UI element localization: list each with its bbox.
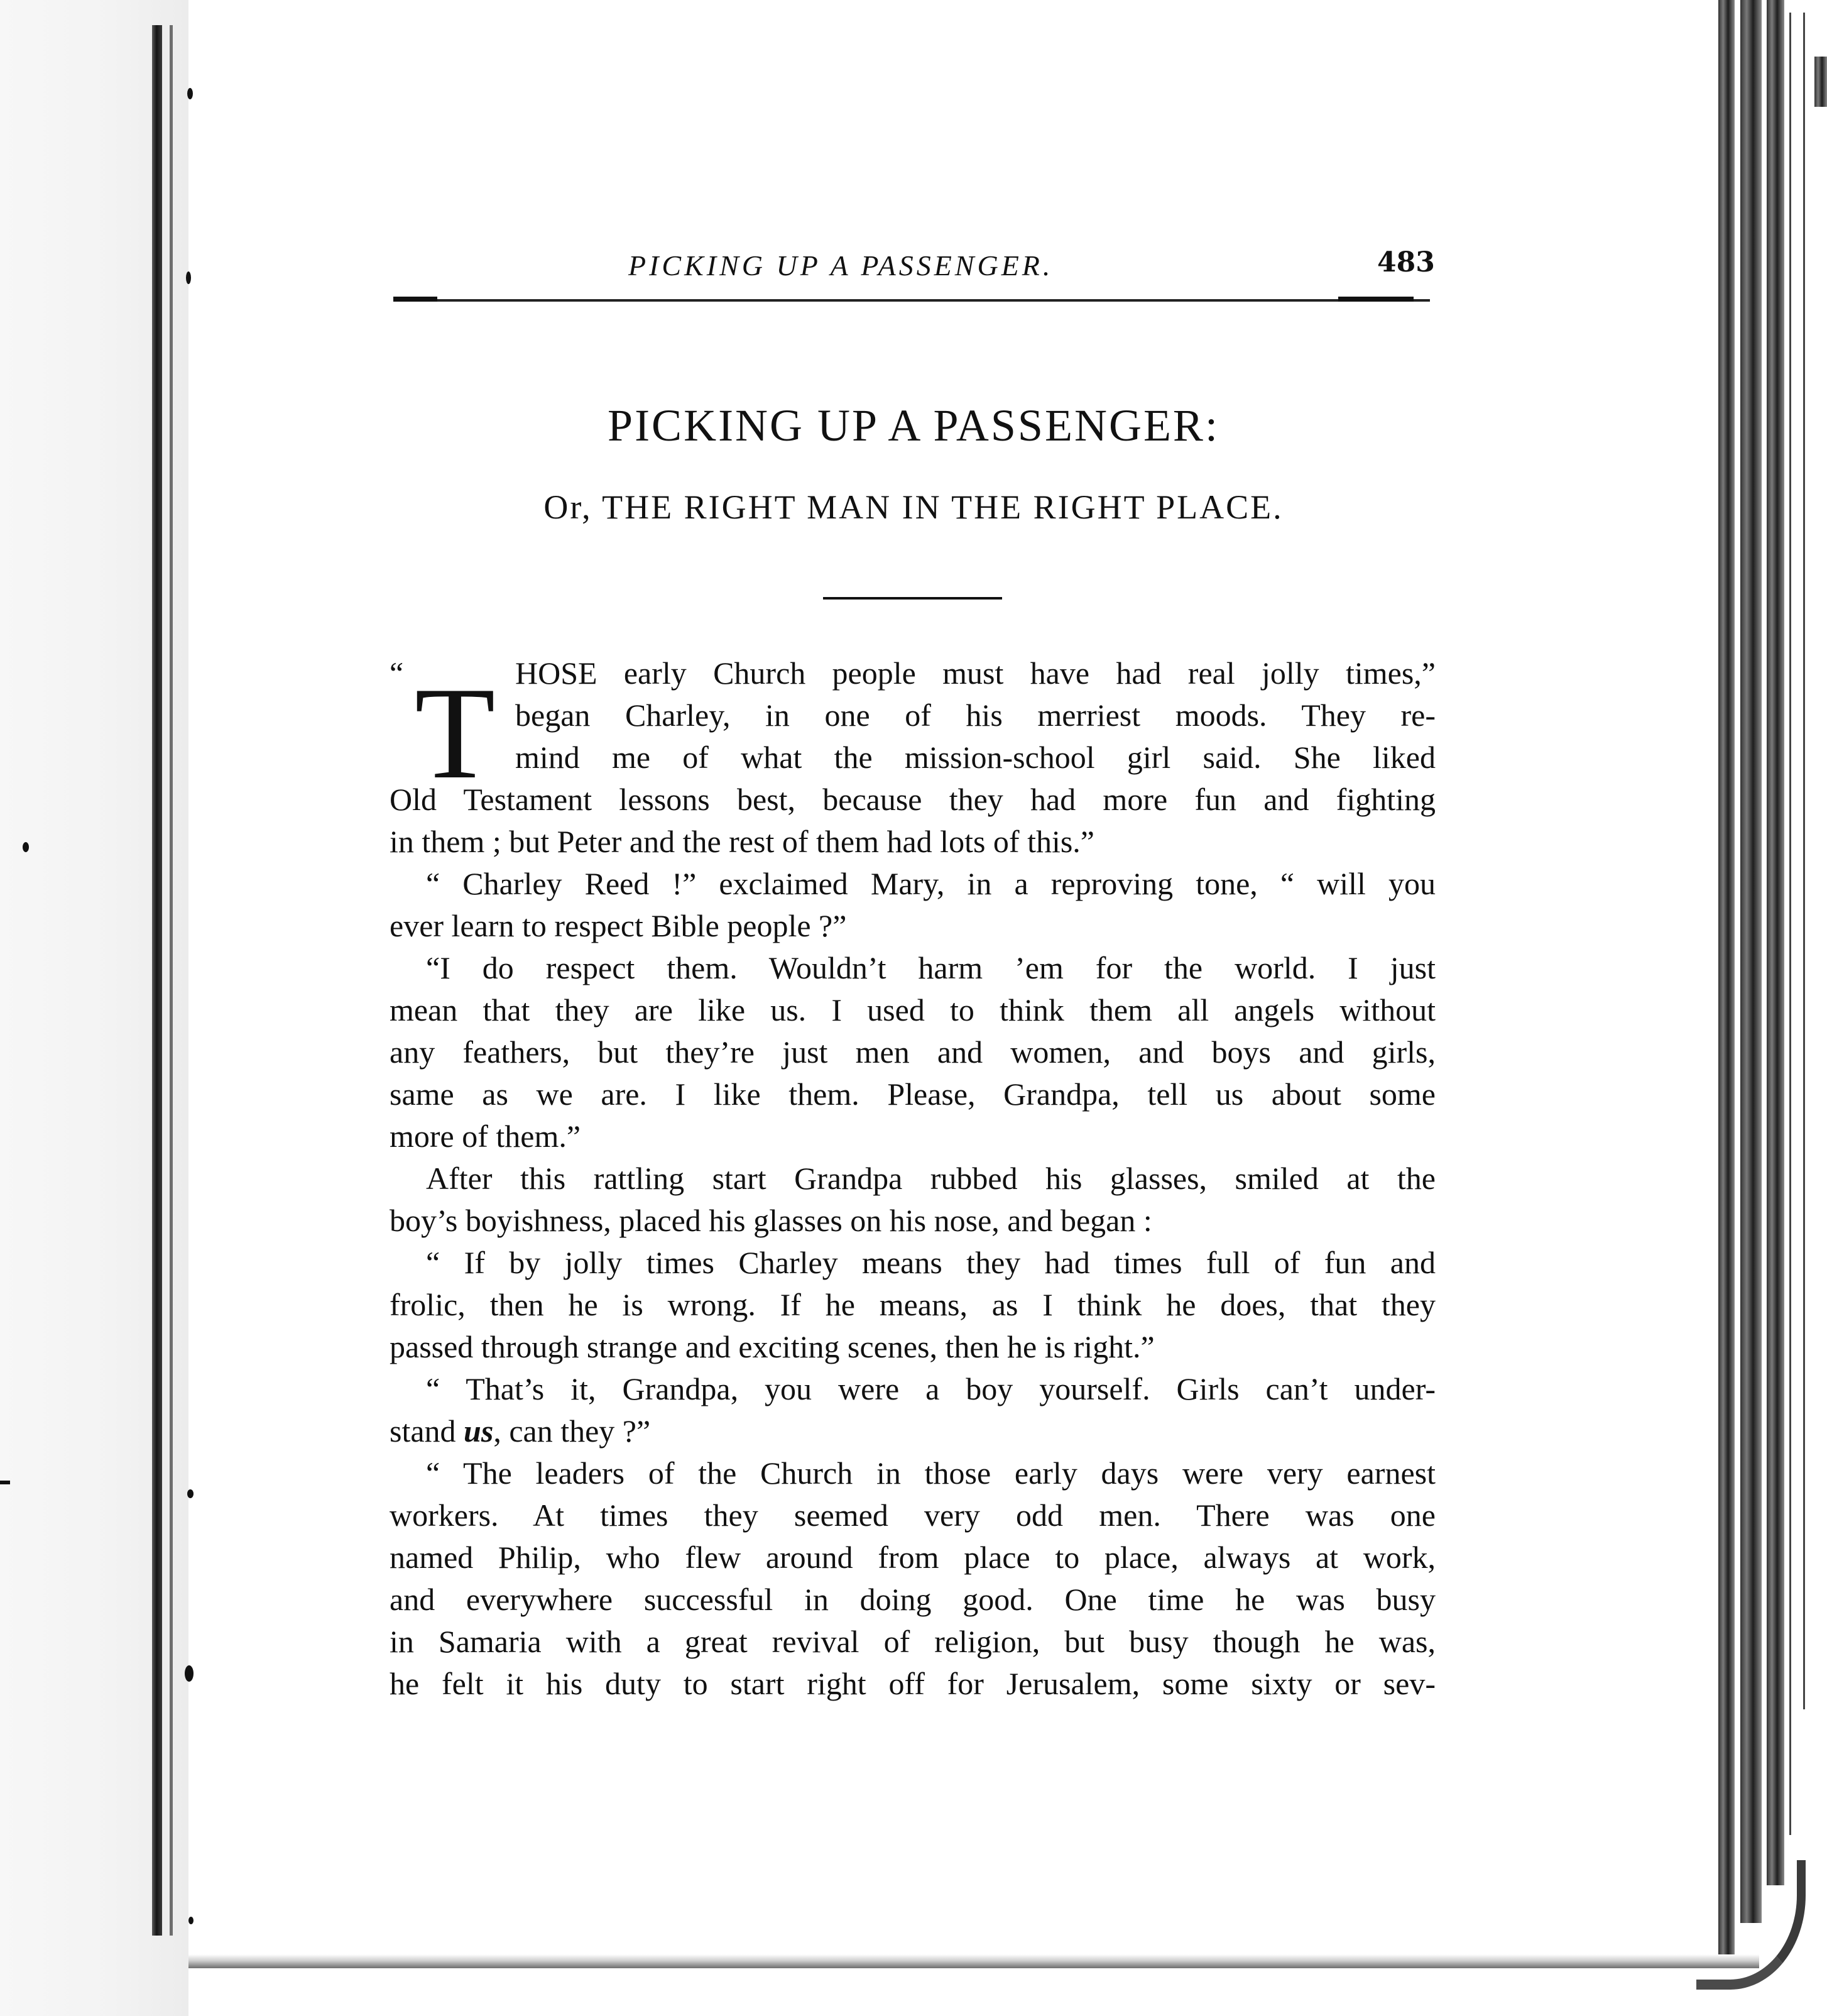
- text-line: more of them.”: [390, 1119, 581, 1154]
- scan-speck: [188, 1917, 194, 1924]
- text-line: mean that they are like us. I used to think them all angels without: [390, 992, 1436, 1027]
- text-line: he felt it his duty to start right off for Jerusalem, some sixty or sev-: [390, 1666, 1436, 1701]
- text-line: mind me of what the mission-school girl said. She liked: [515, 740, 1436, 775]
- text-line: in them ; but Peter and the rest of them had lots of this.”: [390, 824, 1094, 859]
- text-line: “ If by jolly times Charley means they had times full of fun and: [426, 1245, 1436, 1280]
- text-line: boy’s boyishness, placed his glasses on his nose, and began :: [390, 1203, 1152, 1238]
- text-line-with-emphasis: [390, 1410, 1436, 1452]
- page-number: 483: [1377, 246, 1435, 278]
- text-line: “ Charley Reed !” exclaimed Mary, in a reproving tone, “ will you: [426, 866, 1436, 901]
- text-line: “ That’s it, Grandpa, you were a boy yourself. Girls can’t under-: [426, 1371, 1436, 1406]
- page-edge-band: [1767, 0, 1784, 1885]
- text-line: After this rattling start Grandpa rubbed his glasses, smiled at the: [426, 1161, 1436, 1196]
- text-line: and everywhere successful in doing good. One time he was busy: [390, 1582, 1436, 1617]
- scan-speck: [0, 1481, 10, 1484]
- text-line: began Charley, in one of his merriest moods. They re-: [515, 698, 1436, 733]
- title-separator-rule: [823, 597, 1002, 600]
- header-rule-segment: [393, 297, 437, 302]
- scan-speck: [186, 271, 191, 284]
- text-line: passed through strange and exciting scenes, then he is right.”: [390, 1329, 1155, 1364]
- running-header-title: PICKING UP A PASSENGER.: [628, 249, 1054, 282]
- text-line: any feathers, but they’re just men and women, and boys and girls,: [390, 1034, 1436, 1070]
- text-fragment: , can they ?”: [493, 1413, 651, 1449]
- scan-speck: [185, 1665, 194, 1682]
- page-edge-band: [1718, 0, 1735, 1961]
- page-edge-band: [1740, 0, 1762, 1923]
- drop-cap: T: [415, 660, 496, 806]
- page-edge-line: [1789, 13, 1791, 1835]
- scan-speck: [187, 1489, 194, 1498]
- text-line: “ The leaders of the Church in those early days were very earnest: [426, 1455, 1436, 1491]
- emphasized-word: us: [464, 1413, 494, 1449]
- header-rule: [393, 299, 1430, 302]
- scan-speck: [23, 842, 29, 852]
- page-bottom-edge: [188, 1954, 1759, 1968]
- header-rule-segment: [1338, 297, 1414, 302]
- text-line: ever learn to respect Bible people ?”: [390, 908, 847, 943]
- text-line: in Samaria with a great revival of religion, but busy though he was,: [390, 1624, 1436, 1659]
- opening-quote-mark: “: [390, 655, 404, 691]
- text-line: HOSE early Church people must have had real jolly times,”: [515, 655, 1436, 691]
- text-line: frolic, then he is wrong. If he means, as I think he does, that they: [390, 1287, 1436, 1322]
- page-edge-line: [1803, 13, 1805, 1709]
- text-line: Old Testament lessons best, because they had more fun and fighting: [390, 782, 1436, 817]
- page-edge-band: [1814, 57, 1827, 107]
- chapter-title: PICKING UP A PASSENGER:: [608, 400, 1219, 451]
- book-spine-shadow: [152, 25, 162, 1936]
- text-line: workers. At times they seemed very odd men. There was one: [390, 1498, 1436, 1533]
- scan-speck: [187, 88, 193, 99]
- chapter-subtitle: Or, THE RIGHT MAN IN THE RIGHT PLACE.: [543, 488, 1284, 526]
- text-fragment: stand: [390, 1413, 456, 1449]
- text-line: named Philip, who flew around from place to place, always at work,: [390, 1540, 1436, 1575]
- book-spine-edge: [170, 25, 173, 1936]
- text-line: “I do respect them. Wouldn’t harm ’em for the world. I just: [426, 950, 1436, 985]
- text-line: same as we are. I like them. Please, Grandpa, tell us about some: [390, 1076, 1436, 1112]
- body-text: [390, 652, 1436, 1705]
